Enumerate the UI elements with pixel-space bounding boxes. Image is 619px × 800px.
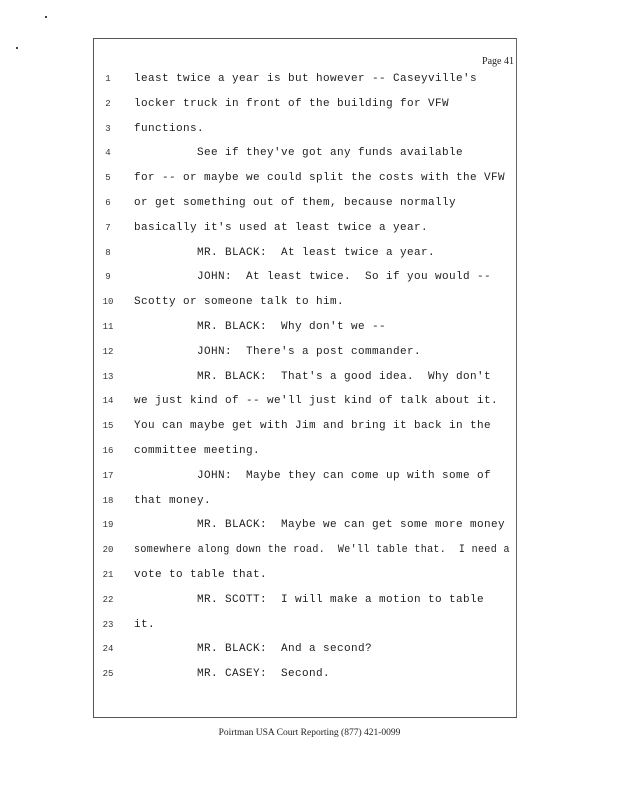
line-number: 1 <box>105 74 111 84</box>
transcript-line: JOHN: Maybe they can come up with some of <box>134 469 492 482</box>
transcript-line: locker truck in front of the building for VFW <box>134 97 450 110</box>
line-number: 23 <box>102 619 114 630</box>
transcript-line: functions. <box>134 122 205 135</box>
transcript-line: it. <box>134 618 156 631</box>
transcript-line: somewhere along down the road. We'll table that. I need a <box>134 544 510 557</box>
transcript-line: MR. SCOTT: I will make a motion to table <box>134 593 485 606</box>
transcript-line: MR. CASEY: Second. <box>134 668 331 681</box>
line-number: 5 <box>105 173 111 184</box>
line-number: 13 <box>102 371 114 382</box>
transcript-line: JOHN: There's a post commander. <box>134 345 422 358</box>
page-border-bottom <box>93 717 517 718</box>
transcript-line: MR. BLACK: At least twice a year. <box>134 246 436 259</box>
transcript-line: You can maybe get with Jim and bring it back in the <box>134 420 492 433</box>
line-number: 17 <box>102 470 114 481</box>
court-reporter-footer: Poirtman USA Court Reporting (877) 421-0099 <box>218 728 401 738</box>
line-number: 10 <box>102 297 114 308</box>
line-number: 18 <box>102 495 114 506</box>
transcript-line: committee meeting. <box>134 445 261 457</box>
transcript-line: MR. BLACK: And a second? <box>134 643 373 656</box>
line-number: 16 <box>102 446 114 456</box>
transcript-line: vote to table that. <box>134 569 268 581</box>
page-border-top <box>93 38 517 39</box>
page-number: Page 41 <box>482 56 514 67</box>
line-number: 15 <box>102 421 114 432</box>
line-number: 20 <box>102 545 114 556</box>
line-number: 8 <box>105 247 111 258</box>
line-number: 19 <box>102 520 114 531</box>
line-number: 4 <box>105 148 111 159</box>
transcript-line: Scotty or someone talk to him. <box>134 296 345 309</box>
transcript-line: MR. BLACK: That's a good idea. Why don't <box>134 370 492 383</box>
line-number: 7 <box>105 222 111 233</box>
line-number: 24 <box>102 644 114 655</box>
line-number: 9 <box>105 272 111 283</box>
transcript-line: JOHN: At least twice. So if you would -- <box>134 271 492 284</box>
transcript-line: or get something out of them, because normally <box>134 197 457 209</box>
line-number: 12 <box>102 346 114 357</box>
page-border-right <box>516 38 517 718</box>
scan-speck <box>45 16 47 18</box>
line-number: 14 <box>102 396 114 407</box>
transcript-line: for -- or maybe we could split the costs with the VFW <box>134 172 506 185</box>
transcript-line: basically it's used at least twice a year. <box>134 221 429 234</box>
transcript-line: MR. BLACK: Why don't we -- <box>134 321 387 333</box>
line-number: 22 <box>102 594 114 605</box>
scan-speck <box>16 47 18 49</box>
line-number: 11 <box>102 322 114 332</box>
line-number: 2 <box>105 98 111 109</box>
transcript-line: See if they've got any funds available <box>134 147 464 160</box>
transcript-line: that money. <box>134 494 212 507</box>
transcript-line: we just kind of -- we'll just kind of talk about it. <box>134 395 499 408</box>
line-number: 6 <box>105 198 111 208</box>
line-number: 3 <box>105 123 111 134</box>
line-number: 25 <box>102 669 114 680</box>
transcript-line: MR. BLACK: Maybe we can get some more money <box>134 519 506 532</box>
page-border-left <box>93 38 94 718</box>
line-number: 21 <box>102 570 114 580</box>
transcript-line: least twice a year is but however -- Caseyville's <box>134 73 478 85</box>
